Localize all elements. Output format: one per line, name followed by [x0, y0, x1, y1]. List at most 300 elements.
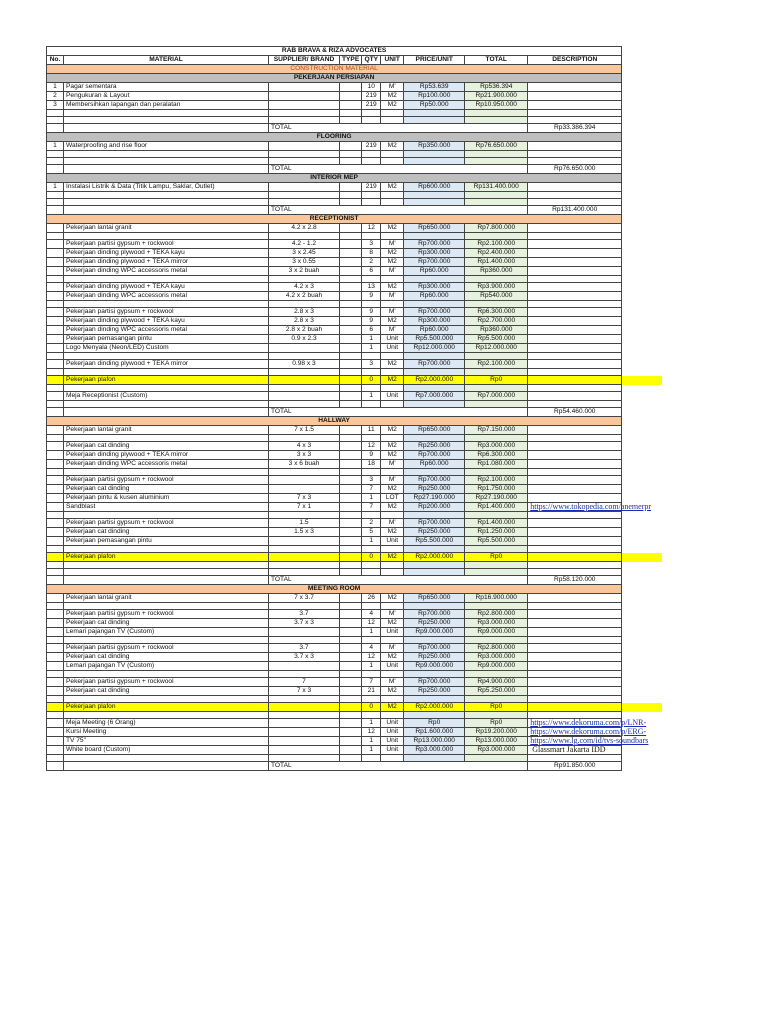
qty-cell: 0: [362, 376, 381, 385]
spacer-row: [47, 755, 622, 762]
total-cell: Rp0: [465, 703, 528, 712]
type-cell: [340, 653, 362, 662]
qty-cell: 219: [362, 92, 381, 101]
row-number: [47, 528, 64, 537]
row-number: [47, 283, 64, 292]
type-cell: [340, 678, 362, 687]
total-cell: [465, 671, 528, 678]
total-cell: Rp360.000: [465, 267, 528, 276]
description-cell: [528, 619, 622, 628]
type-cell: [340, 224, 362, 233]
qty-cell: 8: [362, 249, 381, 258]
qty-cell: 9: [362, 292, 381, 301]
qty-cell: [362, 401, 381, 408]
section-total-value: Rp76.650.000: [528, 165, 622, 174]
row-number: [47, 703, 64, 712]
highlight-extension: [622, 376, 662, 385]
supplier-cell: [269, 233, 340, 240]
material-cell: Pekerjaan dinding plywood + TEKA kayu: [64, 283, 269, 292]
qty-cell: 13: [362, 283, 381, 292]
row-number: [47, 603, 64, 610]
description-cell: [528, 142, 622, 151]
total-cell: Rp540.000: [465, 292, 528, 301]
qty-cell: 0: [362, 553, 381, 562]
supplier-cell: 4.2 - 1.2: [269, 240, 340, 249]
unit-cell: [381, 696, 404, 703]
price-cell: Rp9.000.000: [404, 628, 465, 637]
row-number: [47, 476, 64, 485]
total-cell: [465, 755, 528, 762]
price-cell: Rp700.000: [404, 519, 465, 528]
section-total-row: [47, 408, 622, 417]
unit-cell: LOT: [381, 494, 404, 503]
material-cell: [64, 562, 269, 569]
unit-cell: M2: [381, 426, 404, 435]
spacer-row: [47, 199, 622, 206]
total-cell: Rp1.750.000: [465, 485, 528, 494]
type-cell: [340, 728, 362, 737]
row-number: [47, 637, 64, 644]
material-cell: Pekerjaan dinding plywood + TEKA kayu: [64, 317, 269, 326]
description-cell: [528, 292, 622, 301]
total-cell: [465, 301, 528, 308]
qty-cell: 9: [362, 451, 381, 460]
section-total-row: [47, 165, 622, 174]
price-cell: Rp700.000: [404, 678, 465, 687]
type-cell: [340, 117, 362, 124]
supplier-cell: 0.98 x 3: [269, 360, 340, 369]
material-cell: [64, 158, 269, 165]
material-cell: Membersihkan lapangan dan peralatan: [64, 101, 269, 110]
description-cell: [528, 283, 622, 292]
material-cell: Sandblast: [64, 503, 269, 512]
table-row: [47, 628, 622, 637]
total-cell: [465, 562, 528, 569]
unit-cell: [381, 469, 404, 476]
qty-cell: 10: [362, 83, 381, 92]
unit-cell: [381, 117, 404, 124]
supplier-cell: [269, 469, 340, 476]
supplier-cell: 7 x 1: [269, 503, 340, 512]
price-cell: [404, 369, 465, 376]
row-number: 3: [47, 101, 64, 110]
total-material-cell: [64, 576, 269, 585]
total-cell: Rp2.100.000: [465, 240, 528, 249]
description-cell: [528, 562, 622, 569]
type-cell: [340, 569, 362, 576]
price-cell: Rp60.000: [404, 292, 465, 301]
material-cell: Pekerjaan cat dinding: [64, 442, 269, 451]
description-cell: [528, 344, 622, 353]
price-cell: [404, 603, 465, 610]
material-cell: Pekerjaan dinding plywood + TEKA mirror: [64, 360, 269, 369]
table-row: [47, 326, 622, 335]
material-cell: Pekerjaan partisi gypsum + rockwool: [64, 644, 269, 653]
supplier-cell: [269, 537, 340, 546]
table-row: [47, 292, 622, 301]
material-cell: [64, 512, 269, 519]
type-cell: [340, 183, 362, 192]
table-row: [47, 662, 622, 671]
unit-cell: Unit: [381, 392, 404, 401]
material-cell: [64, 369, 269, 376]
unit-cell: [381, 369, 404, 376]
unit-cell: M': [381, 476, 404, 485]
supplier-cell: [269, 276, 340, 283]
type-cell: [340, 276, 362, 283]
material-cell: Pagar sementara: [64, 83, 269, 92]
supplier-cell: 4.2 x 2 buah: [269, 292, 340, 301]
total-cell: Rp1.250.000: [465, 528, 528, 537]
material-cell: Pekerjaan cat dinding: [64, 653, 269, 662]
supplier-cell: 1.5: [269, 519, 340, 528]
type-cell: [340, 426, 362, 435]
description-cell: [528, 485, 622, 494]
row-number: [47, 267, 64, 276]
total-cell: Rp4.900.000: [465, 678, 528, 687]
row-number: [47, 628, 64, 637]
table-row: [47, 376, 622, 385]
table-row: [47, 519, 622, 528]
description-cell: [528, 469, 622, 476]
description-cell: [528, 276, 622, 283]
section-total-value: Rp58.120.000: [528, 576, 622, 585]
spacer-row: [47, 435, 622, 442]
total-cell: Rp9.000.000: [465, 628, 528, 637]
column-header-no: No.: [47, 56, 64, 65]
supplier-cell: [269, 117, 340, 124]
type-cell: [340, 451, 362, 460]
supplier-cell: [269, 101, 340, 110]
type-cell: [340, 644, 362, 653]
material-cell: Pekerjaan dinding WPC accessoris metal: [64, 326, 269, 335]
material-cell: [64, 233, 269, 240]
row-number: [47, 469, 64, 476]
spacer-row: [47, 562, 622, 569]
description-cell: [528, 696, 622, 703]
material-cell: Pekerjaan dinding WPC accessoris metal: [64, 292, 269, 301]
total-cell: Rp1.400.000: [465, 258, 528, 267]
price-cell: Rp700.000: [404, 476, 465, 485]
price-cell: Rp13.000.000: [404, 737, 465, 746]
table-row: [47, 619, 622, 628]
title-row: [47, 47, 622, 56]
row-number: [47, 258, 64, 267]
type-cell: [340, 619, 362, 628]
section-total-row: [47, 206, 622, 215]
row-number: [47, 653, 64, 662]
qty-cell: 7: [362, 678, 381, 687]
table-row: [47, 101, 622, 110]
material-cell: Pekerjaan plafon: [64, 376, 269, 385]
supplier-cell: [269, 637, 340, 644]
total-cell: Rp360.000: [465, 326, 528, 335]
description-cell: [528, 92, 622, 101]
supplier-cell: 7 x 1.5: [269, 426, 340, 435]
supplier-cell: 3.7: [269, 644, 340, 653]
unit-cell: Unit: [381, 537, 404, 546]
description-cell: [528, 376, 622, 385]
unit-cell: M2: [381, 619, 404, 628]
spacer-row: [47, 233, 622, 240]
price-cell: [404, 401, 465, 408]
total-cell: Rp3.000.000: [465, 653, 528, 662]
type-cell: [340, 594, 362, 603]
unit-cell: M2: [381, 92, 404, 101]
section-total-label: TOTAL: [269, 576, 528, 585]
material-cell: Pekerjaan cat dinding: [64, 528, 269, 537]
section-total-label: TOTAL: [269, 165, 528, 174]
material-cell: [64, 110, 269, 117]
total-material-cell: [64, 408, 269, 417]
supplier-cell: 3.7 x 3: [269, 619, 340, 628]
material-cell: [64, 755, 269, 762]
spacer-row: [47, 117, 622, 124]
row-number: [47, 435, 64, 442]
description-cell: [528, 755, 622, 762]
unit-cell: [381, 712, 404, 719]
price-cell: Rp600.000: [404, 183, 465, 192]
total-cell: Rp2.700.000: [465, 317, 528, 326]
unit-cell: M2: [381, 376, 404, 385]
qty-cell: [362, 301, 381, 308]
type-cell: [340, 603, 362, 610]
price-cell: [404, 192, 465, 199]
unit-cell: Unit: [381, 344, 404, 353]
unit-cell: M': [381, 519, 404, 528]
supplier-cell: [269, 703, 340, 712]
material-cell: Logo Menyala (Neon/LED) Custom: [64, 344, 269, 353]
total-cell: [465, 385, 528, 392]
qty-cell: 1: [362, 628, 381, 637]
price-cell: Rp650.000: [404, 224, 465, 233]
table-row: [47, 610, 622, 619]
spacer-row: [47, 301, 622, 308]
total-cell: Rp536.394: [465, 83, 528, 92]
material-cell: Pekerjaan partisi gypsum + rockwool: [64, 476, 269, 485]
qty-cell: 1: [362, 335, 381, 344]
row-number: [47, 451, 64, 460]
material-cell: Pengukuran & Layout: [64, 92, 269, 101]
supplier-cell: 4.2 x 3: [269, 283, 340, 292]
type-cell: [340, 746, 362, 755]
unit-cell: Unit: [381, 737, 404, 746]
type-cell: [340, 199, 362, 206]
table-row: [47, 451, 622, 460]
section-total-value: Rp33.386.394: [528, 124, 622, 133]
type-cell: [340, 292, 362, 301]
price-cell: [404, 546, 465, 553]
qty-cell: [362, 696, 381, 703]
qty-cell: 12: [362, 728, 381, 737]
total-no-cell: [47, 762, 64, 771]
type-cell: [340, 353, 362, 360]
section-title: HALLWAY: [47, 417, 622, 426]
total-cell: Rp12.000.000: [465, 344, 528, 353]
supplier-cell: [269, 344, 340, 353]
type-cell: [340, 755, 362, 762]
supplier-cell: 3 x 2 buah: [269, 267, 340, 276]
supplier-cell: [269, 353, 340, 360]
supplier-cell: [269, 301, 340, 308]
section-title: PEKERJAAN PERSIAPAN: [47, 74, 622, 83]
supplier-cell: 2.8 x 3: [269, 308, 340, 317]
table-row: [47, 142, 622, 151]
supplier-cell: [269, 476, 340, 485]
unit-cell: [381, 199, 404, 206]
type-cell: [340, 233, 362, 240]
row-number: [47, 110, 64, 117]
qty-cell: 1: [362, 737, 381, 746]
description-cell: [528, 317, 622, 326]
material-cell: [64, 469, 269, 476]
type-cell: [340, 512, 362, 519]
price-cell: Rp650.000: [404, 594, 465, 603]
type-cell: [340, 110, 362, 117]
supplier-cell: [269, 628, 340, 637]
unit-cell: Unit: [381, 746, 404, 755]
spacer-row: [47, 110, 622, 117]
total-cell: [465, 233, 528, 240]
section-header-row: [47, 585, 622, 594]
highlight-extension: [622, 553, 662, 562]
section-total-value: Rp131.400.000: [528, 206, 622, 215]
row-number: [47, 610, 64, 619]
supplier-cell: [269, 392, 340, 401]
table-row: [47, 258, 622, 267]
table-row: [47, 83, 622, 92]
type-cell: [340, 308, 362, 317]
total-cell: Rp19.200.000: [465, 728, 528, 737]
qty-cell: 6: [362, 326, 381, 335]
description-link[interactable]: https://www.dekoruma.com/p/ERG-: [530, 727, 647, 736]
spacer-row: [47, 192, 622, 199]
type-cell: [340, 326, 362, 335]
description-link[interactable]: https://www.lg.com/id/tvs-soundbars: [530, 736, 649, 745]
qty-cell: 21: [362, 687, 381, 696]
type-cell: [340, 696, 362, 703]
type-cell: [340, 712, 362, 719]
price-cell: [404, 110, 465, 117]
price-cell: [404, 469, 465, 476]
unit-cell: M2: [381, 594, 404, 603]
total-cell: Rp6.300.000: [465, 308, 528, 317]
description-text: Glassmart Jakarta IDD: [532, 745, 606, 754]
qty-cell: 219: [362, 101, 381, 110]
spacer-row: [47, 469, 622, 476]
row-number: [47, 199, 64, 206]
total-cell: [465, 369, 528, 376]
type-cell: [340, 435, 362, 442]
total-cell: Rp2.100.000: [465, 360, 528, 369]
row-number: [47, 392, 64, 401]
table-row: [47, 344, 622, 353]
type-cell: [340, 662, 362, 671]
total-cell: [465, 696, 528, 703]
supplier-cell: [269, 158, 340, 165]
type-cell: [340, 460, 362, 469]
total-cell: Rp1.080.000: [465, 460, 528, 469]
material-cell: [64, 192, 269, 199]
total-cell: Rp0: [465, 553, 528, 562]
table-row: [47, 240, 622, 249]
supplier-cell: [269, 92, 340, 101]
section-total-value: Rp91.850.000: [528, 762, 622, 771]
supplier-cell: 2.8 x 2 buah: [269, 326, 340, 335]
supplier-cell: [269, 183, 340, 192]
total-cell: Rp1.400.000: [465, 503, 528, 512]
material-cell: [64, 353, 269, 360]
description-cell: [528, 267, 622, 276]
material-cell: Pekerjaan cat dinding: [64, 619, 269, 628]
qty-cell: [362, 158, 381, 165]
qty-cell: 9: [362, 308, 381, 317]
material-cell: [64, 671, 269, 678]
qty-cell: [362, 151, 381, 158]
unit-cell: [381, 233, 404, 240]
material-cell: [64, 603, 269, 610]
material-cell: Pekerjaan dinding WPC accessoris metal: [64, 267, 269, 276]
qty-cell: [362, 192, 381, 199]
description-link[interactable]: https://www.tokopedia.com/anemerpr: [530, 502, 652, 511]
spacer-row: [47, 637, 622, 644]
supplier-cell: 4 x 3: [269, 442, 340, 451]
row-number: 1: [47, 142, 64, 151]
unit-cell: M2: [381, 283, 404, 292]
supplier-cell: 7 x 3: [269, 494, 340, 503]
qty-cell: 12: [362, 442, 381, 451]
qty-cell: [362, 569, 381, 576]
qty-cell: 1: [362, 662, 381, 671]
spacer-row: [47, 353, 622, 360]
total-cell: Rp5.500.000: [465, 335, 528, 344]
material-cell: [64, 569, 269, 576]
total-cell: [465, 353, 528, 360]
type-cell: [340, 344, 362, 353]
row-number: [47, 301, 64, 308]
total-cell: Rp16.900.000: [465, 594, 528, 603]
price-cell: [404, 301, 465, 308]
qty-cell: 12: [362, 653, 381, 662]
qty-cell: 3: [362, 360, 381, 369]
column-header-supplier: SUPPLIER/ BRAND: [269, 56, 340, 65]
material-cell: Pekerjaan dinding plywood + TEKA mirror: [64, 258, 269, 267]
supplier-cell: 3 x 3: [269, 451, 340, 460]
row-number: 1: [47, 183, 64, 192]
description-cell: [528, 326, 622, 335]
description-cell: [528, 392, 622, 401]
qty-cell: 12: [362, 224, 381, 233]
price-cell: Rp5.500.000: [404, 335, 465, 344]
total-cell: [465, 110, 528, 117]
price-cell: Rp700.000: [404, 610, 465, 619]
column-header-description: DESCRIPTION: [528, 56, 622, 65]
price-cell: [404, 671, 465, 678]
type-cell: [340, 469, 362, 476]
supplier-cell: [269, 199, 340, 206]
description-cell: [528, 101, 622, 110]
qty-cell: 1: [362, 537, 381, 546]
row-number: [47, 292, 64, 301]
unit-cell: [381, 637, 404, 644]
material-cell: Meja Meeting (6 Orang): [64, 719, 269, 728]
material-cell: Pekerjaan partisi gypsum + rockwool: [64, 678, 269, 687]
highlight-extension: [622, 703, 662, 712]
price-cell: Rp700.000: [404, 451, 465, 460]
type-cell: [340, 519, 362, 528]
description-link[interactable]: https://www.dekoruma.com/p/LNR-: [530, 718, 647, 727]
type-cell: [340, 528, 362, 537]
